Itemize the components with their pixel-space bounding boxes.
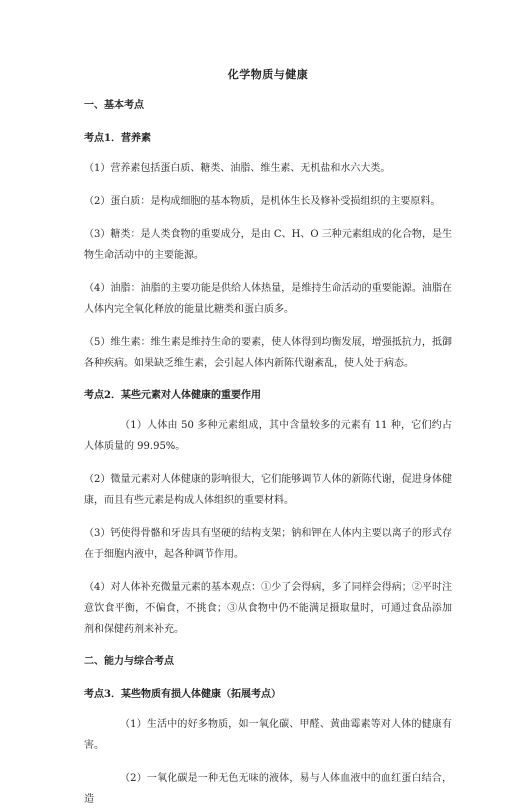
paragraph-fats: （4）油脂：油脂的主要功能是供给人体热量，是维持生命活动的重要能源。油脂在人体内完全氧化释放的能量比糖类和蛋白质多。 — [84, 283, 452, 315]
paragraph-element-count: （1）人体由 50 多种元素组成，其中含量较多的元素有 11 种，它们约占人体质量的 99.95%。 — [84, 420, 452, 452]
point-heading-elements: 考点2．某些元素对人体健康的重要作用 — [84, 390, 261, 401]
paragraph-supplement-views: （4）对人体补充微量元素的基本观点：①少了会得病，多了同样会得病；②平时注意饮食平衡，不偏食，不挑食；③从食物中仍不能满足摄取量时，可通过食品添加剂和保健药剂来补充。 — [84, 582, 452, 635]
document-title: 化学物质与健康 — [227, 68, 309, 81]
paragraph-trace-elements: （2）微量元素对人体健康的影响很大，它们能够调节人体的新陈代谢，促进身体健康，而且有些元素是构成人体组织的重要材料。 — [84, 474, 452, 506]
paragraph-calcium-sodium: （3）钙使得骨骼和牙齿具有坚硬的结构支架；钠和钾在人体内主要以离子的形式存在于细胞内液中，起各种调节作用。 — [84, 528, 452, 560]
section-heading-ability: 二、能力与综合考点 — [84, 656, 174, 667]
point-heading-nutrients: 考点1．营养素 — [84, 133, 151, 144]
point-heading-harmful: 考点3．某些物质有损人体健康（拓展考点） — [84, 689, 281, 700]
paragraph-protein: （2）蛋白质：是构成细胞的基本物质，是机体生长及修补受损组织的主要原料。 — [84, 196, 441, 207]
paragraph-vitamins: （5）维生素：维生素是维持生命的要素，使人体得到均衡发展，增强抵抗力，抵御各种疾病。如果缺乏维生素，会引起人体内新陈代谢紊乱，使人处于病态。 — [84, 337, 452, 369]
paragraph-carbohydrates: （3）糖类：是人类食物的重要成分，是由 C、H、O 三种元素组成的化合物，是生物生命活动中的主要能源。 — [84, 229, 452, 261]
paragraph-harmful-substances: （1）生活中的好多物质，如一氧化碳、甲醛、黄曲霉素等对人体的健康有害。 — [84, 719, 452, 751]
paragraph-carbon-monoxide: （2）一氧化碳是一种无色无味的液体，易与人体血液中的血红蛋白结合，造 — [84, 773, 452, 805]
paragraph-nutrients-overview: （1）营养素包括蛋白质、糖类、油脂、维生素、无机盐和水六大类。 — [84, 163, 391, 174]
section-heading-basic: 一、基本考点 — [84, 100, 144, 111]
